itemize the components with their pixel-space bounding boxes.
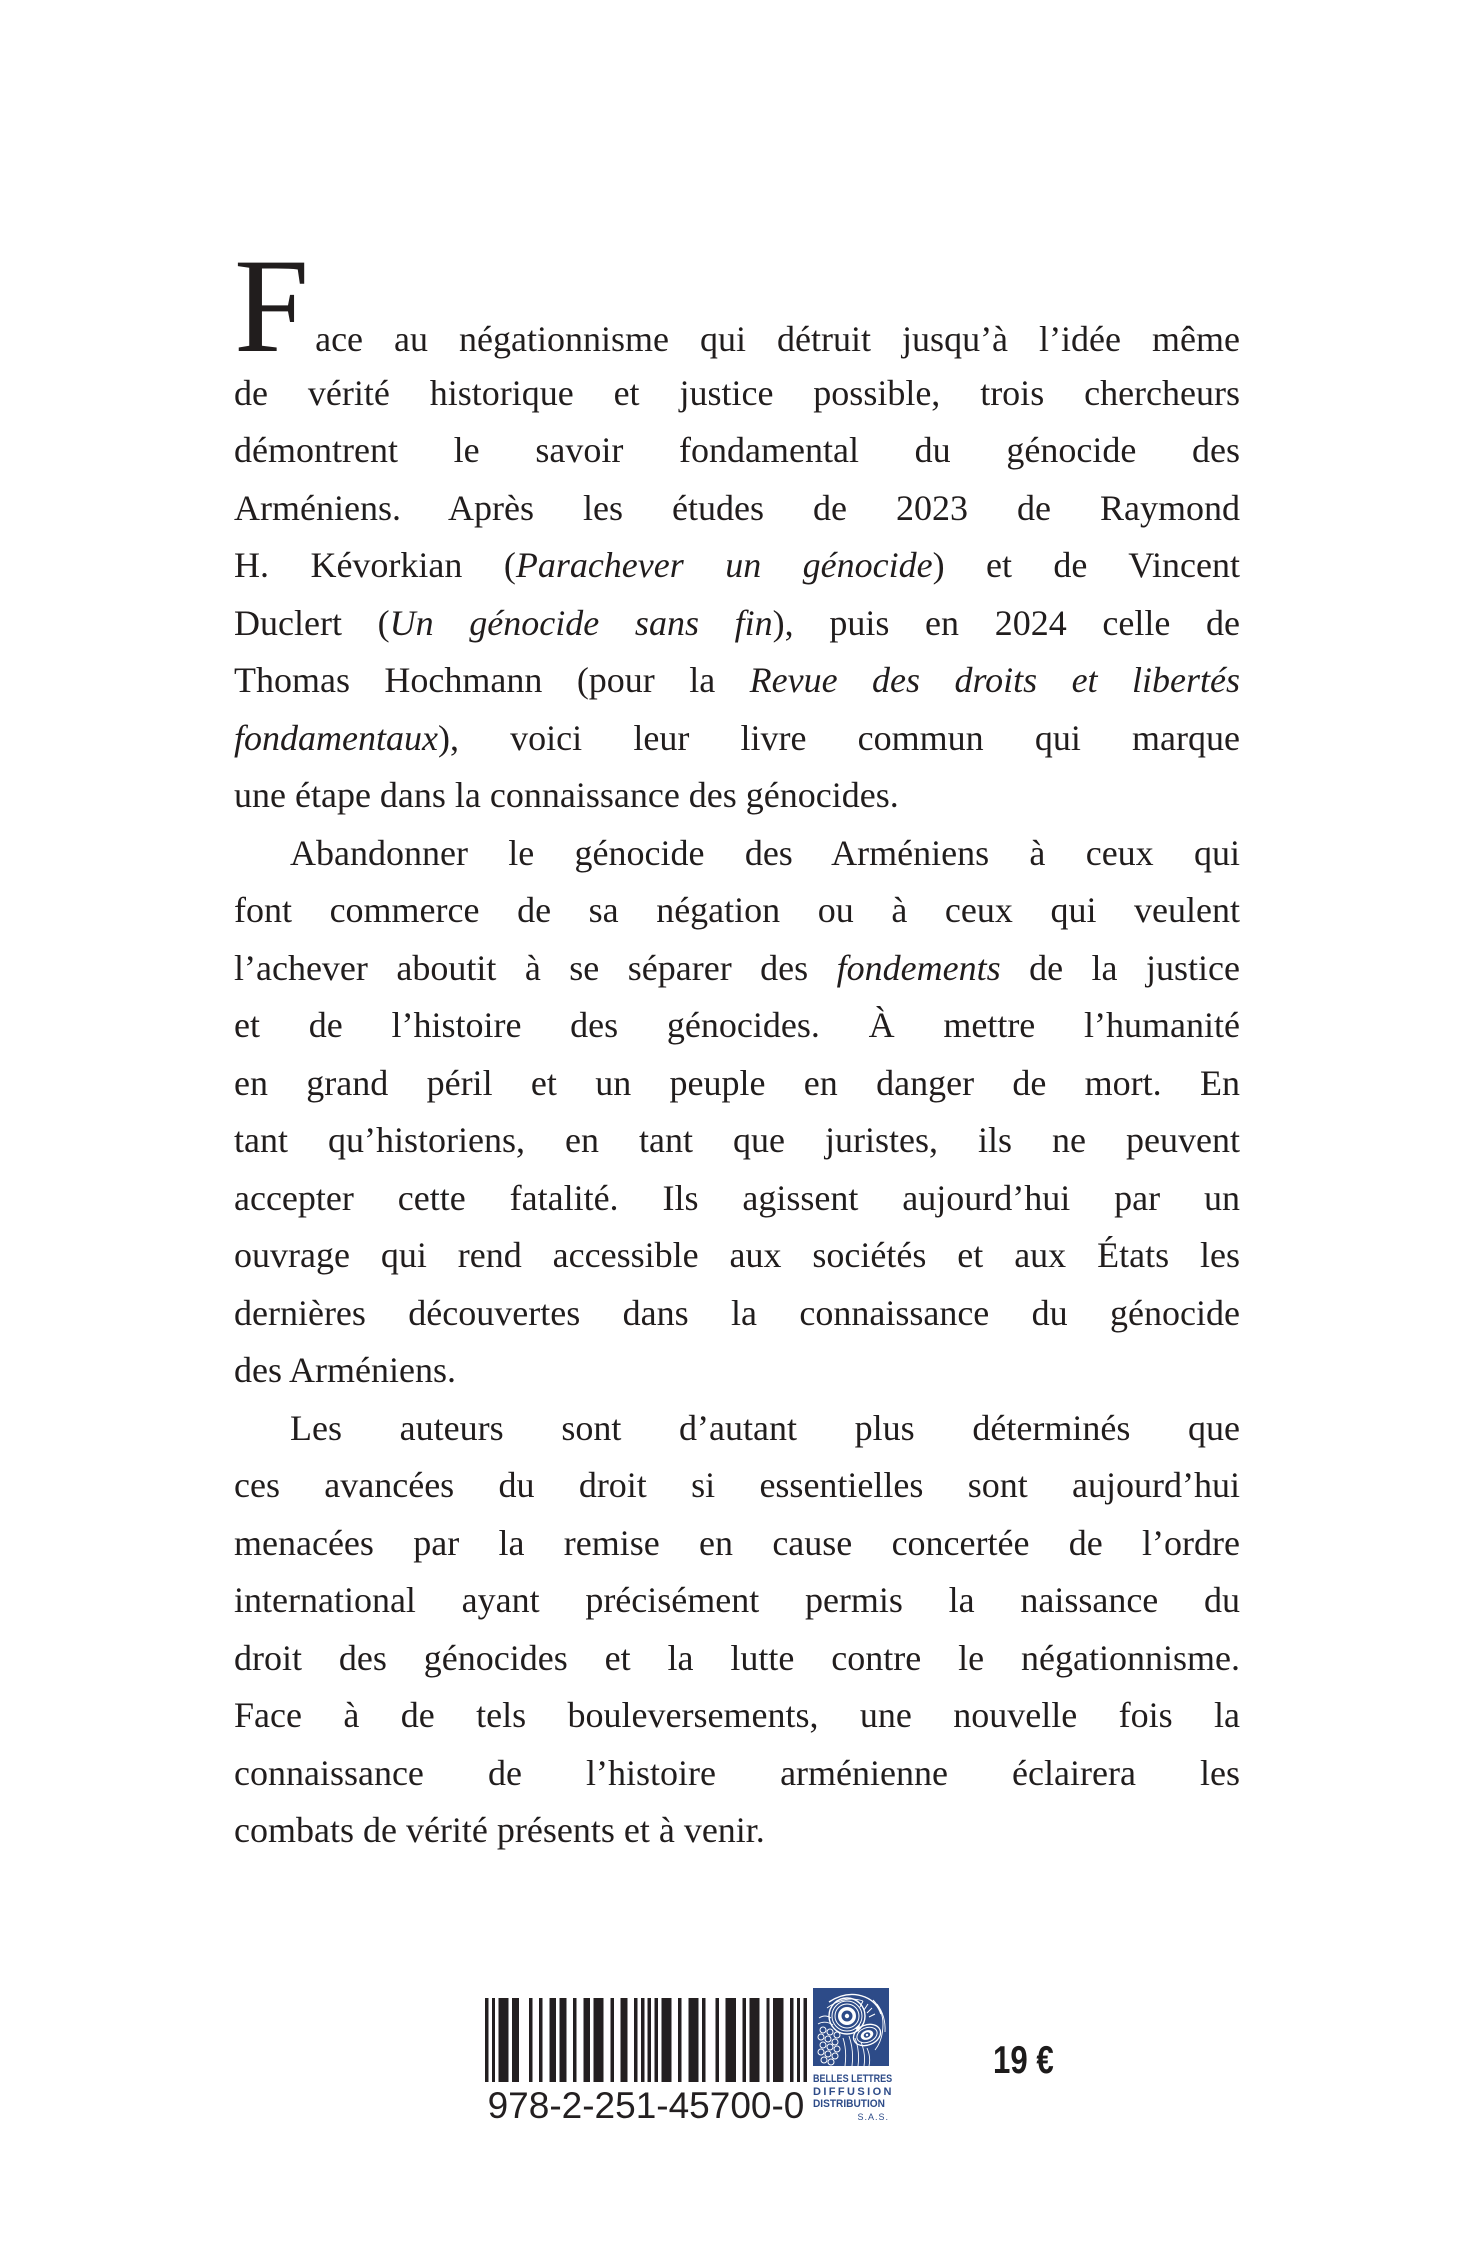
drop-cap-initial: F [234, 232, 310, 381]
text-line: Face au négationnisme qui détruit jusqu’à l’idée même [234, 232, 1240, 381]
text-line: Abandonner le génocide des Arméniens à ceux qui [290, 832, 1240, 873]
text-line: Arméniens. Après les études de 2023 de Raymond [234, 487, 1240, 528]
price-label: 19 € [993, 2039, 1054, 2082]
text-line: en grand péril et un peuple en danger de mort. En [234, 1062, 1240, 1103]
text-line: Duclert (Un génocide sans fin), puis en 2024 celle de [234, 602, 1240, 643]
text-line: H. Kévorkian (Parachever un génocide) et de Vincent [234, 545, 1240, 585]
text-line: combats de vérité présents et à venir. [234, 1810, 765, 1850]
paragraph [234, 825, 1240, 1400]
text-line: tant qu’historiens, en tant que juristes, ils ne peuvent [234, 1120, 1240, 1160]
text-line: droit des génocides et la lutte contre le négationnisme. [234, 1637, 1240, 1678]
publisher-logo-block [813, 1988, 894, 2123]
text-line: et de l’histoire des génocides. À mettre l’humanité [234, 1005, 1240, 1045]
synopsis-text [234, 232, 1240, 1860]
text-line: ouvrage qui rend accessible aux sociétés et aux États les [234, 1235, 1240, 1275]
text-line: de vérité historique et justice possible, trois chercheurs [234, 372, 1240, 413]
publisher-line-sas: S.A.S. [857, 2111, 889, 2122]
text-line: une étape dans la connaissance des génocides. [234, 775, 899, 815]
text-line: dernières découvertes dans la connaissance du génocide [234, 1292, 1240, 1333]
text-line: Les auteurs sont d’autant plus déterminés que [290, 1407, 1240, 1448]
text-line: l’achever aboutit à se séparer des fondements de la justice [234, 947, 1240, 988]
owl-logo-icon [813, 1988, 889, 2066]
publisher-line-diffusion: DIFFUSION [813, 2085, 894, 2098]
text-line: menacées par la remise en cause concertée de l’ordre [234, 1522, 1240, 1563]
paragraph [234, 1400, 1240, 1860]
publisher-line-belles-lettres: BELLES LETTRES [813, 2073, 893, 2085]
text-line: des Arméniens. [234, 1350, 456, 1390]
text-line: connaissance de l’histoire arménienne éclairera les [234, 1752, 1240, 1793]
paragraph [234, 232, 1240, 825]
text-line: ces avancées du droit si essentielles sont aujourd’hui [234, 1465, 1240, 1505]
barcode-group [485, 1998, 807, 2127]
text-line: accepter cette fatalité. Ils agissent aujourd’hui par un [234, 1177, 1240, 1218]
publisher-line-distribution: DISTRIBUTION [813, 2098, 885, 2110]
publisher-name-lines [813, 2073, 894, 2123]
isbn-number: 978-2-251-45700-0 [487, 2085, 805, 2126]
text-line: fondamentaux), voici leur livre commun qui marque [234, 717, 1240, 758]
text-line: démontrent le savoir fondamental du génocide des [234, 430, 1240, 470]
text-line: Thomas Hochmann (pour la Revue des droits et libertés [234, 660, 1240, 700]
text-line: font commerce de sa négation ou à ceux qui veulent [234, 890, 1240, 930]
ean13-barcode [485, 1998, 807, 2082]
text-line: Face à de tels bouleversements, une nouvelle fois la [234, 1695, 1240, 1735]
text-line: international ayant précisément permis la naissance du [234, 1580, 1240, 1620]
